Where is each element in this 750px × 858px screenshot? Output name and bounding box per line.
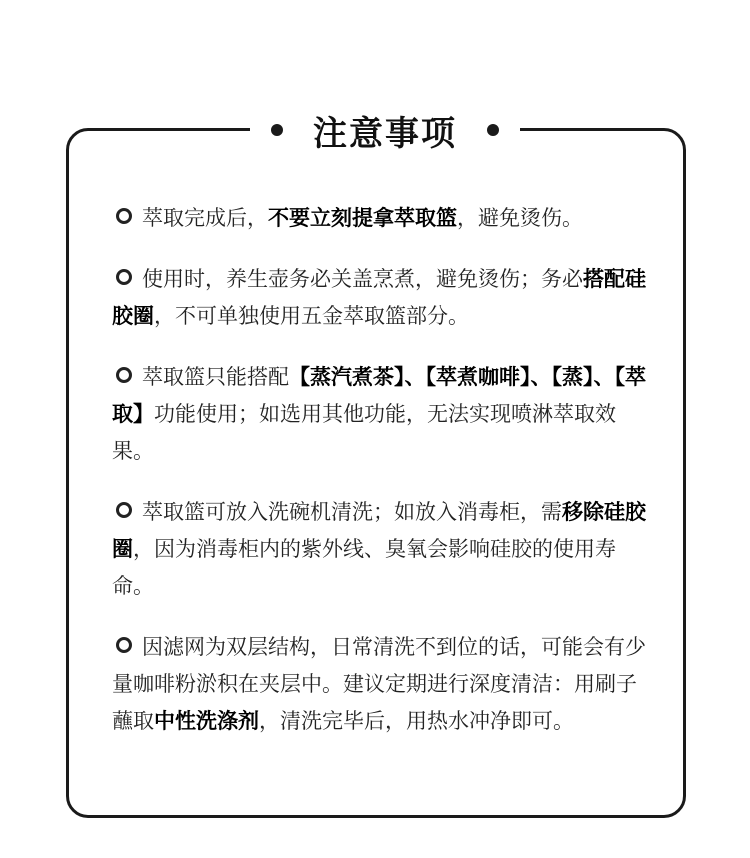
notice-text: ，清洗完毕后，用热水冲净即可。	[259, 709, 574, 733]
bullet-circle-icon	[116, 367, 132, 383]
notice-text: 萃取篮可放入洗碗机清洗；如放入消毒柜，需	[142, 500, 562, 524]
notice-list	[112, 200, 652, 764]
title-band	[250, 100, 520, 160]
notice-text: 萃取篮只能搭配	[142, 365, 289, 389]
title-dot-left	[271, 124, 283, 136]
title-dot-right	[487, 124, 499, 136]
notice-text: ，避免烫伤。	[457, 206, 583, 230]
notice-item-1	[112, 200, 652, 237]
notice-emphasis: 不要立刻提拿萃取篮	[268, 206, 457, 230]
bullet-circle-icon	[116, 269, 132, 285]
notice-text: ，不可单独使用五金萃取篮部分。	[154, 304, 469, 328]
notice-item-4	[112, 494, 652, 605]
bullet-circle-icon	[116, 637, 132, 653]
notice-item-2	[112, 261, 652, 335]
notice-text: 因滤网为双层结构，日常清洗不到位的话，可能会有少量咖啡粉淤积在夹层中。建议定期进行深度清洁：用刷子蘸取	[112, 635, 646, 733]
notice-item-5	[112, 629, 652, 740]
notice-emphasis: 【蒸汽煮茶】、【萃煮咖啡】、【蒸】、【萃取】	[112, 365, 646, 426]
notice-emphasis: 搭配硅胶圈	[112, 267, 646, 328]
page-title: 注意事项	[313, 113, 457, 154]
notice-text: 功能使用；如选用其他功能，无法实现喷淋萃取效果。	[112, 402, 616, 463]
notice-text: 萃取完成后，	[142, 206, 268, 230]
notice-text: 使用时，养生壶务必关盖烹煮，避免烫伤；务必	[142, 267, 583, 291]
notice-text: ，因为消毒柜内的紫外线、臭氧会影响硅胶的使用寿命。	[112, 537, 616, 598]
notice-emphasis: 中性洗涤剂	[154, 709, 259, 733]
bullet-circle-icon	[116, 208, 132, 224]
notice-item-3	[112, 359, 652, 470]
notice-emphasis: 移除硅胶圈	[112, 500, 646, 561]
bullet-circle-icon	[116, 502, 132, 518]
